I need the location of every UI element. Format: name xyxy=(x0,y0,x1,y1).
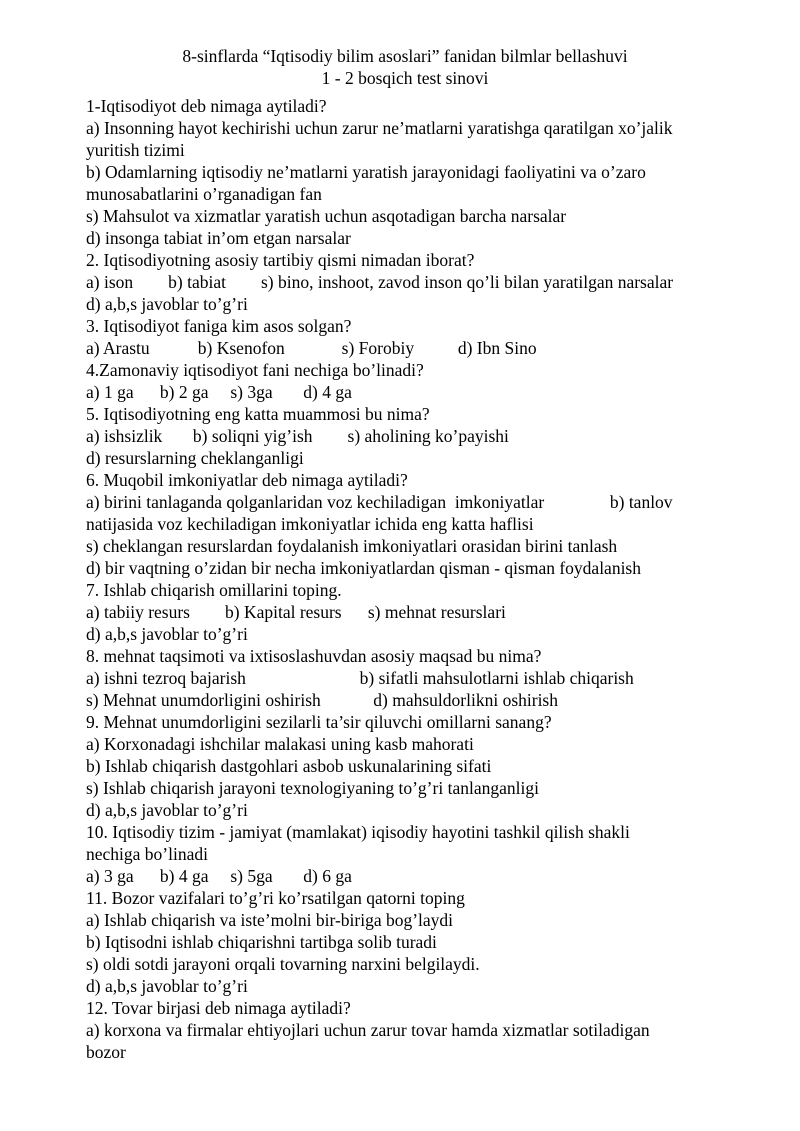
document-title: 8-sinflarda “Iqtisodiy bilim asoslari” fanidan bilmlar bellashuvi xyxy=(182,46,628,66)
question-1-title: 1-Iqtisodiyot deb nimaga aytiladi? xyxy=(86,96,327,116)
document-subtitle: 1 - 2 bosqich test sinovi xyxy=(321,68,489,88)
question-9-option-s: s) Ishlab chiqarish jarayoni texnologiyaning to’g’ri tanlanganligi xyxy=(86,778,539,798)
question-8-options-row-1: a) ishni tezroq bajarish b) sifatli mahsulotlarni ishlab chiqarish xyxy=(86,668,634,688)
question-3-title: 3. Iqtisodiyot faniga kim asos solgan? xyxy=(86,316,352,336)
question-3-options-row: a) Arastu b) Ksenofon s) Forobiy d) Ibn Sino xyxy=(86,338,537,358)
question-9-option-b: b) Ishlab chiqarish dastgohlari asbob uskunalarining sifati xyxy=(86,756,492,776)
question-2-options-row: a) ison b) tabiat s) bino, inshoot, zavod inson qo’li bilan yaratilgan narsalar xyxy=(86,272,674,292)
question-12-option-a: a) korxona va firmalar ehtiyojlari uchun zarur tovar hamda xizmatlar sotiladigan xyxy=(86,1020,650,1040)
question-12-option-a-wrap: bozor xyxy=(86,1042,126,1062)
question-1-option-d: d) insonga tabiat in’om etgan narsalar xyxy=(86,228,351,248)
question-9-title: 9. Mehnat unumdorligini sezilarli ta’sir qiluvchi omillarni sanang? xyxy=(86,712,552,732)
question-11-option-d: d) a,b,s javoblar to’g’ri xyxy=(86,976,248,996)
question-1-option-b-wrap: munosabatlarini o’rganadigan fan xyxy=(86,184,322,204)
question-8-options-row-2: s) Mehnat unumdorligini oshirish d) mahsuldorlikni oshirish xyxy=(86,690,558,710)
question-5-title: 5. Iqtisodiyotning eng katta muammosi bu nima? xyxy=(86,404,430,424)
question-1-option-a: a) Insonning hayot kechirishi uchun zarur ne’matlarni yaratishga qaratilgan xo’jalik xyxy=(86,118,673,138)
document-body xyxy=(86,95,724,1063)
question-6-options-a-b: a) birini tanlaganda qolganlaridan voz kechiladigan imkoniyatlar b) tanlov xyxy=(86,492,673,512)
question-1-option-a-wrap: yuritish tizimi xyxy=(86,140,185,160)
question-11-option-a: a) Ishlab chiqarish va iste’molni bir-biriga bog’laydi xyxy=(86,910,454,930)
question-10-title: 10. Iqtisodiy tizim - jamiyat (mamlakat) iqisodiy hayotini tashkil qilish shakli xyxy=(86,822,630,842)
question-11-option-s: s) oldi sotdi jarayoni orqali tovarning narxini belgilaydi. xyxy=(86,954,480,974)
question-9-option-a: a) Korxonadagi ishchilar malakasi uning kasb mahorati xyxy=(86,734,474,754)
question-6-option-b-wrap: natijasida voz kechiladigan imkoniyatlar ichida eng katta haflisi xyxy=(86,514,534,534)
question-9-option-d: d) a,b,s javoblar to’g’ri xyxy=(86,800,248,820)
question-5-options-row: a) ishsizlik b) soliqni yig’ish s) aholining ko’payishi xyxy=(86,426,509,446)
question-7-option-d: d) a,b,s javoblar to’g’ri xyxy=(86,624,248,644)
question-1-option-s: s) Mahsulot va xizmatlar yaratish uchun asqotadigan barcha narsalar xyxy=(86,206,567,226)
question-2-title: 2. Iqtisodiyotning asosiy tartibiy qismi nimadan iborat? xyxy=(86,250,475,270)
question-12-title: 12. Tovar birjasi deb nimaga aytiladi? xyxy=(86,998,351,1018)
question-10-options-row: a) 3 ga b) 4 ga s) 5ga d) 6 ga xyxy=(86,866,352,886)
question-4-title: 4.Zamonaviy iqtisodiyot fani nechiga bo’linadi? xyxy=(86,360,424,380)
question-7-title: 7. Ishlab chiqarish omillarini toping. xyxy=(86,580,342,600)
document-header xyxy=(86,45,724,89)
question-5-option-d: d) resurslarning cheklanganligi xyxy=(86,448,304,468)
question-6-title: 6. Muqobil imkoniyatlar deb nimaga aytiladi? xyxy=(86,470,408,490)
question-2-option-d: d) a,b,s javoblar to’g’ri xyxy=(86,294,248,314)
question-6-option-s: s) cheklangan resurslardan foydalanish imkoniyatlari orasidan birini tanlash xyxy=(86,536,618,556)
question-7-options-row: a) tabiiy resurs b) Kapital resurs s) mehnat resurslari xyxy=(86,602,506,622)
question-6-option-d: d) bir vaqtning o’zidan bir necha imkoniyatlardan qisman - qisman foydalanish xyxy=(86,558,641,578)
question-11-title: 11. Bozor vazifalari to’g’ri ko’rsatilgan qatorni toping xyxy=(86,888,465,908)
question-1-option-b: b) Odamlarning iqtisodiy ne’matlarni yaratish jarayonidagi faoliyatini va o’zaro xyxy=(86,162,646,182)
question-10-title-wrap: nechiga bo’linadi xyxy=(86,844,208,864)
question-8-title: 8. mehnat taqsimoti va ixtisoslashuvdan asosiy maqsad bu nima? xyxy=(86,646,542,666)
question-11-option-b: b) Iqtisodni ishlab chiqarishni tartibga solib turadi xyxy=(86,932,437,952)
question-4-options-row: a) 1 ga b) 2 ga s) 3ga d) 4 ga xyxy=(86,382,352,402)
